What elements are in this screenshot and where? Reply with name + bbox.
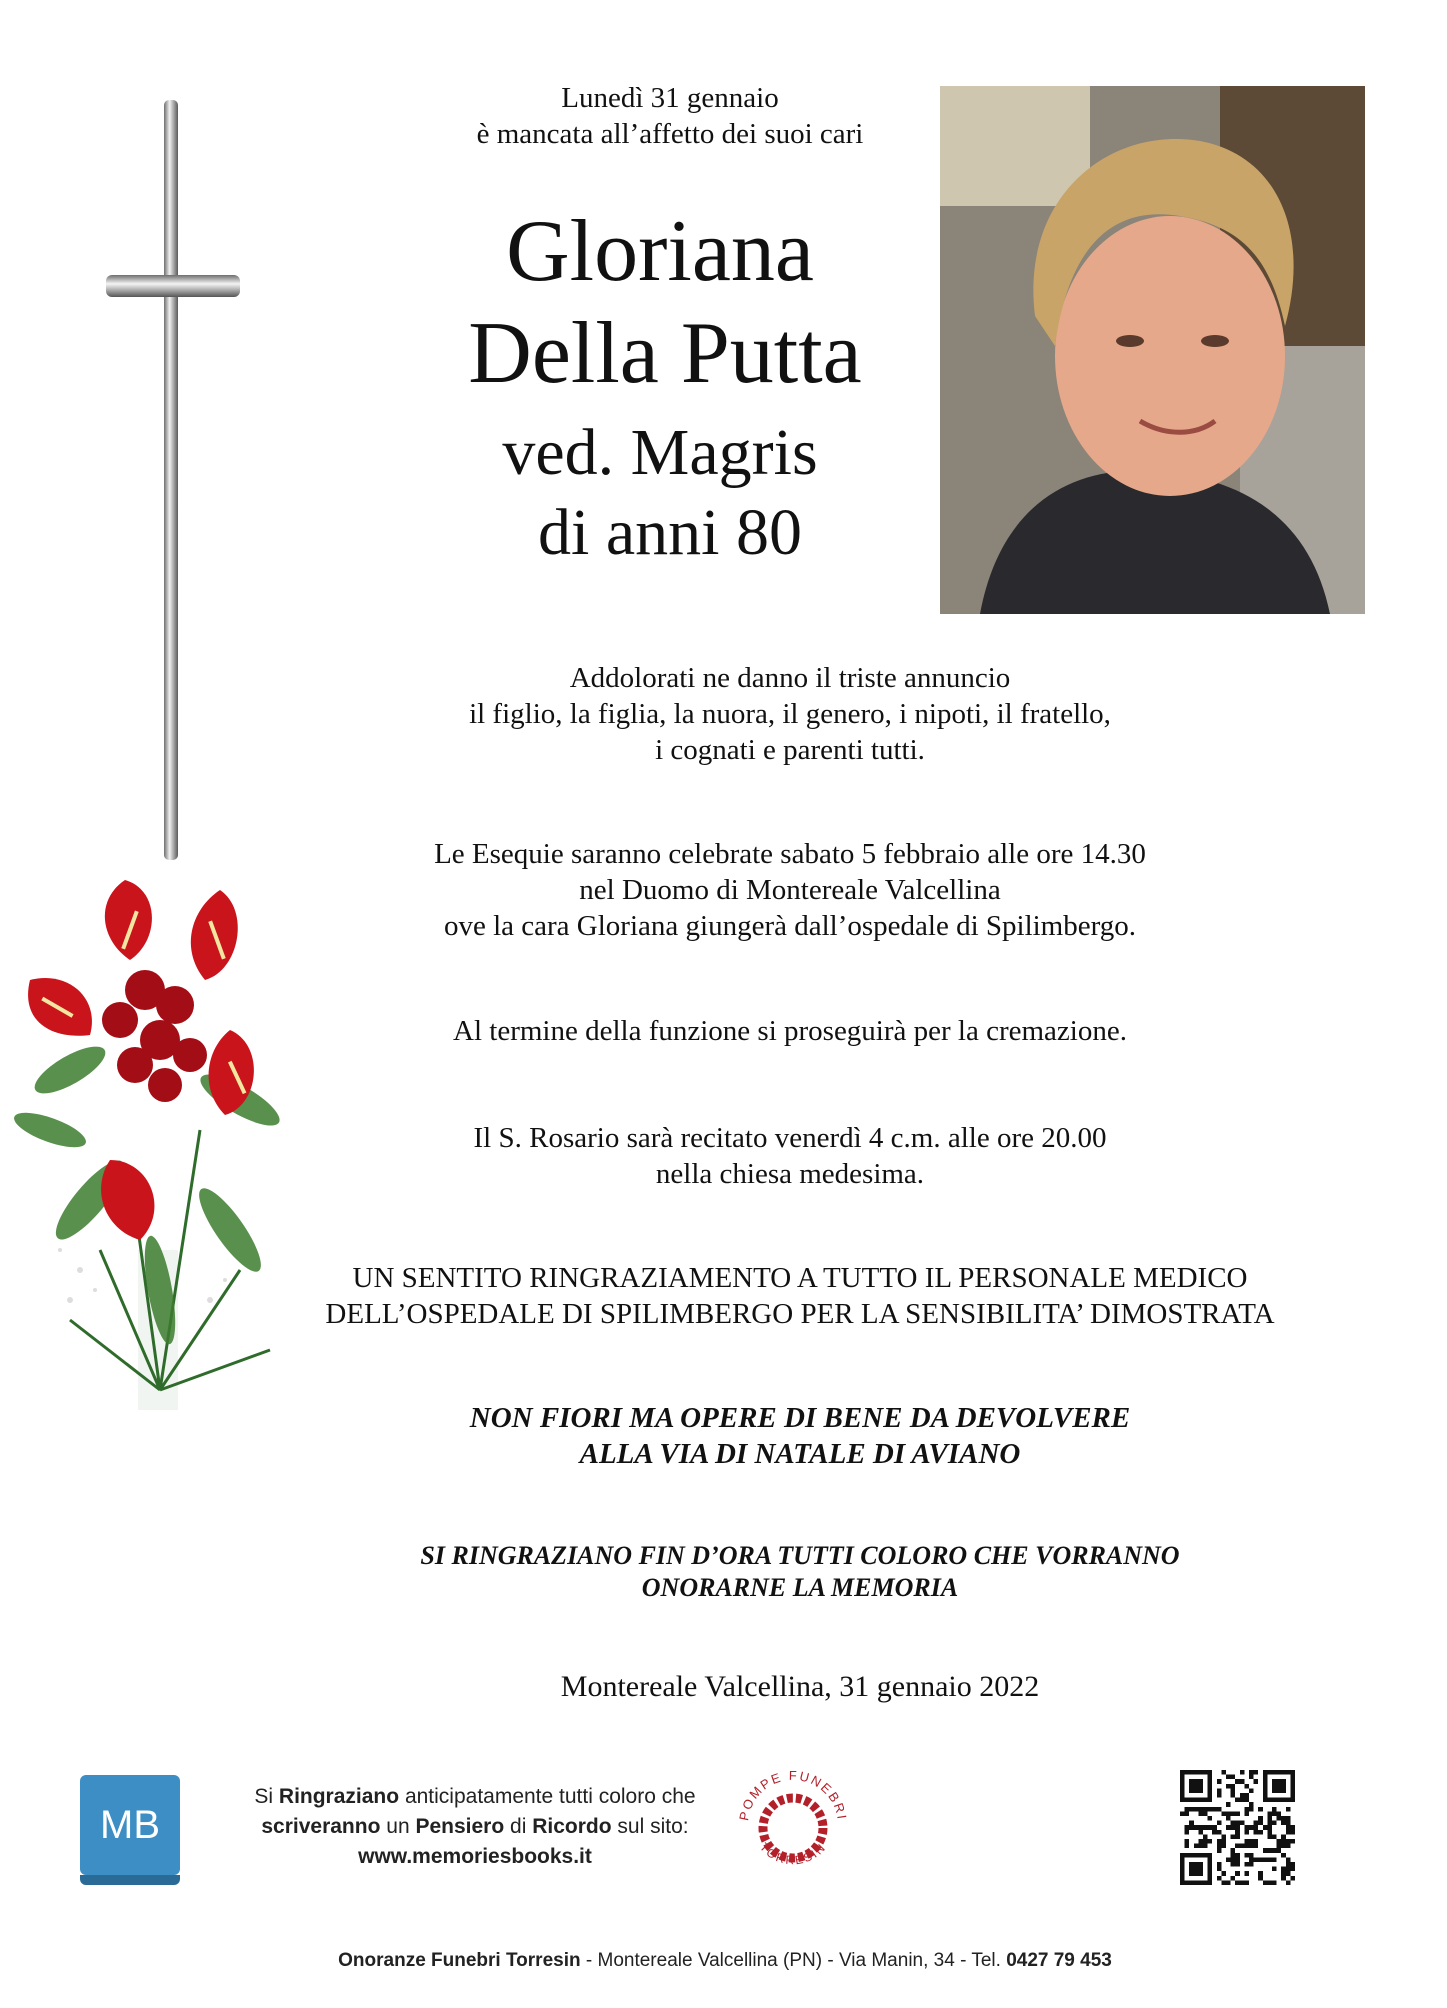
place-date: Montereale Valcellina, 31 gennaio 2022	[560, 1670, 1040, 1703]
portrait-photo-illustration	[940, 86, 1365, 614]
announcement-line: Addolorati ne danno il triste annuncio	[569, 662, 1011, 694]
death-notice-intro	[420, 80, 920, 152]
msg-word-bold: Pensiero	[415, 1815, 505, 1838]
msg-word-bold: Ricordo	[532, 1815, 612, 1838]
funeral-details	[350, 836, 1230, 944]
company-name: Onoranze Funebri Torresin	[338, 1950, 581, 1971]
pompe-funebri-emblem	[728, 1760, 858, 1890]
emblem-top-text: POMPE FUNEBRI	[736, 1767, 850, 1822]
first-name: Gloriana	[506, 203, 814, 300]
rosary-line: Il S. Rosario sarà recitato venerdì 4 c.m. alle ore 20.00	[473, 1122, 1107, 1154]
msg-word: anticipatamente tutti coloro che	[404, 1785, 696, 1808]
company-address: - Montereale Valcellina (PN) - Via Manin, 34 - Tel.	[580, 1950, 1007, 1971]
funeral-line: Le Esequie saranno celebrate sabato 5 febbraio alle ore 14.30	[434, 838, 1146, 870]
rosary-details	[350, 1120, 1230, 1192]
cremation-note: Al termine della funzione si proseguirà per la cremazione.	[453, 1015, 1127, 1047]
qr-code-icon[interactable]	[1180, 1770, 1295, 1885]
thanks-memory-line: ONORARNE LA MEMORIA	[641, 1573, 959, 1602]
cross-icon	[98, 100, 248, 860]
widow-of: ved. Magris	[502, 416, 818, 489]
thanks-staff-line: UN SENTITO RINGRAZIAMENTO A TUTTO IL PERSONALE MEDICO	[352, 1262, 1248, 1294]
no-flowers-note	[300, 1400, 1300, 1472]
rosary-line: nella chiesa medesima.	[655, 1158, 925, 1190]
msg-word-bold: scriveranno	[261, 1815, 381, 1838]
msg-word: Si	[254, 1785, 274, 1808]
announcement-line: i cognati e parenti tutti.	[655, 734, 925, 766]
funeral-line: nel Duomo di Montereale Valcellina	[579, 874, 1001, 906]
logo-text: MB	[100, 1802, 160, 1847]
footer-message	[215, 1782, 735, 1872]
msg-word: un	[386, 1815, 410, 1838]
portrait-photo	[940, 86, 1365, 614]
thanks-staff-line: DELL’OSPEDALE DI SPILIMBERGO PER LA SENSIBILITA’ DIMOSTRATA	[325, 1298, 1275, 1330]
website-link[interactable]: www.memoriesbooks.it	[358, 1845, 592, 1868]
funeral-line: ove la cara Gloriana giungerà dall’ospedale di Spilimbergo.	[443, 910, 1136, 942]
no-flowers-line: NON FIORI MA OPERE DI BENE DA DEVOLVERE	[469, 1402, 1131, 1434]
age: di anni 80	[538, 496, 802, 569]
last-name: Della Putta	[468, 305, 862, 402]
msg-word: sul sito:	[617, 1815, 689, 1838]
emblem-bottom-text: TORRESIN	[756, 1839, 830, 1868]
thanks-memory-note	[300, 1540, 1300, 1604]
announcement-line: il figlio, la figlia, la nuora, il genero, i nipoti, il fratello,	[469, 698, 1111, 730]
svg-text:POMPE FUNEBRI	[736, 1768, 850, 1822]
no-flowers-line: ALLA VIA DI NATALE DI AVIANO	[579, 1438, 1021, 1470]
thanks-medical-staff	[200, 1260, 1400, 1332]
thanks-memory-line: SI RINGRAZIANO FIN D’ORA TUTTI COLORO CHE VORRANNO	[420, 1541, 1180, 1570]
svg-text:TORRESIN	[757, 1840, 829, 1868]
announcement	[350, 660, 1230, 768]
company-info	[200, 1950, 1250, 1972]
memoriesbooks-logo	[80, 1775, 180, 1875]
company-phone: 0427 79 453	[1006, 1950, 1112, 1971]
msg-word: di	[510, 1815, 527, 1838]
intro-text: è mancata all’affetto dei suoi cari	[476, 118, 864, 150]
intro-date: Lunedì 31 gennaio	[561, 82, 779, 114]
msg-word-bold: Ringraziano	[278, 1785, 400, 1808]
